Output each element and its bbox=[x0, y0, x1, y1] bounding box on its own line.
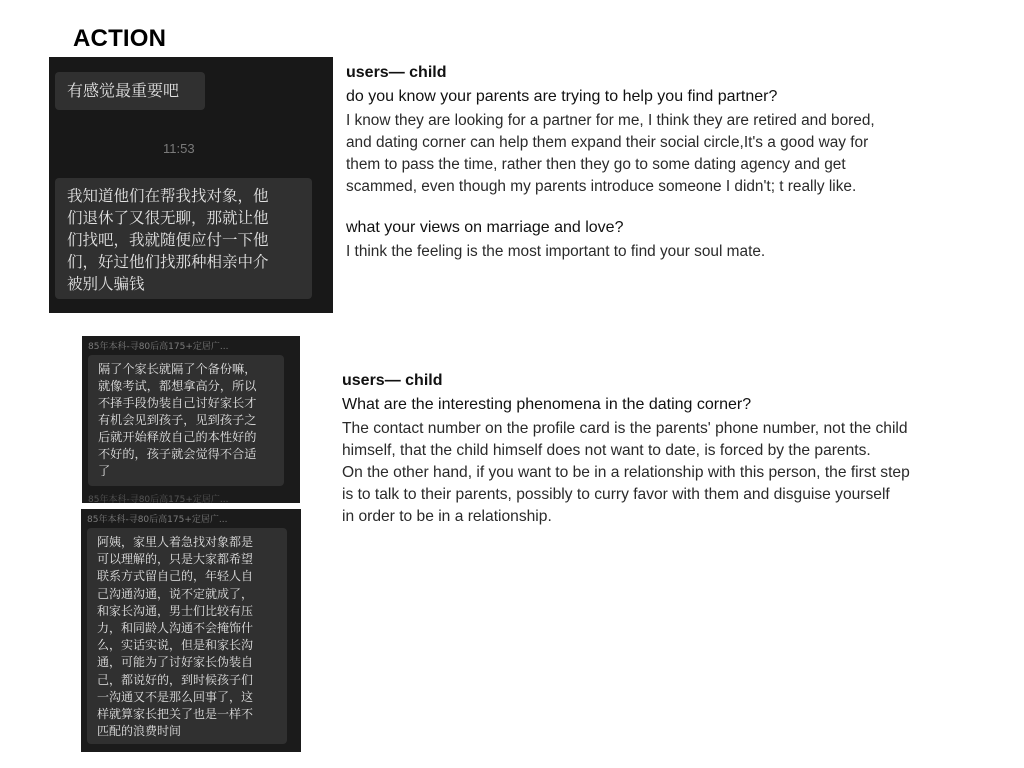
question: What are the interesting phenomena in the dating corner? bbox=[342, 396, 752, 413]
question-2: what your views on marriage and love? bbox=[346, 219, 624, 236]
chat-header: 85年本科-寻80后高175+定居广... bbox=[87, 515, 228, 525]
interview-block-2 bbox=[342, 371, 1017, 528]
interview-block-1 bbox=[346, 63, 1016, 263]
chat-screenshot-1 bbox=[49, 57, 333, 313]
chat-bubble: 阿姨，家里人着急找对象都是 可以理解的，只是大家都希望 联系方式留自己的，年轻人自 己沟通沟通，说不定就成了， 和家长沟通，男士们比较有压 力，和同龄人沟通不会掩饰什 么，实话实说，但是和家长沟 通，可能为了讨好家长伪装自 己，都说好的，到时候孩子们 一沟通又不是那么回事了，这 样就算家长把关了也是一样不 匹配的浪费时间 bbox=[87, 528, 287, 744]
question-1: do you know your parents are trying to help you find partner? bbox=[346, 88, 778, 105]
answer-2: I think the feeling is the most important to find your soul mate. bbox=[346, 243, 766, 260]
answer-1: I know they are looking for a partner for me, I think they are retired and bored, and dating corner can help them expand their social circle,It's a good way for them to pass the time, rather then they go to some dating agency and get scammed, even though my parents introduce someone I didn't; t really like. bbox=[346, 112, 875, 195]
chat-footer: 85年本科-寻80后高175+定居广... bbox=[88, 495, 229, 503]
chat-timestamp: 11:53 bbox=[163, 141, 195, 156]
answer: The contact number on the profile card is the parents' phone number, not the child himself, that the child himself does not want to date, is forced by the parents. On the other hand, if you want to be in a relationship with this person, the first step is to talk to their parents, possibly to curry favor with them and disguise yourself in order to be in a relationship. bbox=[342, 420, 910, 525]
speaker-label: users— child bbox=[346, 64, 447, 81]
page-title: ACTION bbox=[73, 25, 167, 52]
chat-bubble: 隔了个家长就隔了个备份嘛， 就像考试，都想拿高分，所以 不择手段伪装自己讨好家长才 有机会见到孩子，见到孩子之 后就开始释放自己的本性好的 不好的，孩子就会觉得不合适 了 bbox=[88, 355, 284, 486]
chat-header: 85年本科-寻80后高175+定居广... bbox=[88, 342, 229, 352]
chat-screenshot-2 bbox=[82, 336, 300, 503]
chat-bubble-long: 我知道他们在帮我找对象，他 们退休了又很无聊，那就让他 们找吧，我就随便应付一下他 们，好过他们找那种相亲中介 被别人骗钱 bbox=[55, 178, 312, 299]
chat-bubble-short: 有感觉最重要吧 bbox=[55, 72, 205, 110]
chat-screenshot-3 bbox=[81, 509, 301, 752]
speaker-label: users— child bbox=[342, 372, 443, 389]
